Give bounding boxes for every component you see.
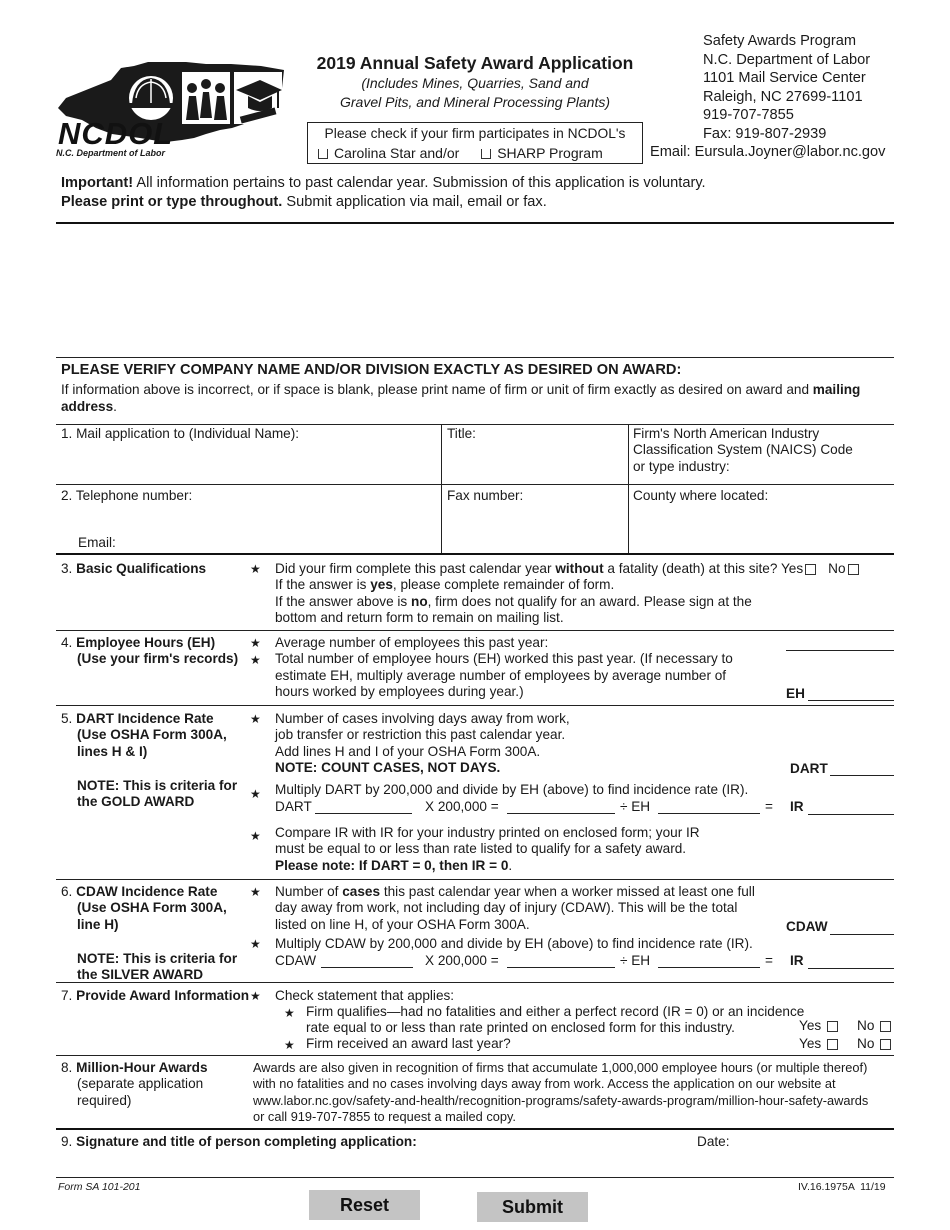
q6-a-line-2: day away from work, not including day of injury (CDAW). This will be the total bbox=[275, 900, 738, 916]
q6-block-a bbox=[275, 884, 785, 933]
formula-product-field[interactable] bbox=[507, 813, 615, 814]
ir-label: IR bbox=[790, 799, 804, 814]
q8-body bbox=[253, 1060, 893, 1126]
divider bbox=[56, 1128, 894, 1130]
q8-number: 8. bbox=[61, 1060, 73, 1075]
address-line-3: 1101 Mail Service Center bbox=[703, 70, 866, 86]
important-text: All information pertains to past calendar year. Submission of this application is voluntary. bbox=[133, 175, 706, 191]
address-line-1: Safety Awards Program bbox=[703, 33, 857, 49]
address-phone: 919-707-7855 bbox=[703, 107, 794, 123]
q5-c-line-3-end: . bbox=[508, 857, 513, 873]
no-label: No bbox=[857, 1018, 875, 1033]
divider bbox=[56, 484, 894, 485]
reset-button[interactable]: Reset bbox=[309, 1190, 420, 1220]
q8-subtitle-2: required) bbox=[77, 1092, 132, 1108]
q3-line-3c: , firm does not qualify for an award. Please sign at the bbox=[427, 593, 752, 609]
q6-note-2: the SILVER AWARD bbox=[77, 967, 204, 983]
q6-subtitle-1: (Use OSHA Form 300A, bbox=[77, 900, 227, 916]
q4-body bbox=[275, 635, 785, 701]
q8-line-4: or call 919-707-7855 to request a mailed copy. bbox=[253, 1109, 516, 1125]
dart-ir-field[interactable] bbox=[808, 814, 894, 815]
verify-text-end: . bbox=[113, 399, 117, 414]
avg-employees-field[interactable] bbox=[786, 650, 894, 651]
q8-label bbox=[61, 1060, 208, 1109]
q3-no-label: No bbox=[828, 561, 846, 576]
formula-cdaw-field[interactable] bbox=[321, 967, 413, 968]
email-label: Email: bbox=[78, 535, 116, 550]
sharp-program-label: SHARP Program bbox=[497, 145, 603, 161]
q6-label bbox=[61, 884, 227, 933]
print-text: Submit application via mail, email or fax. bbox=[282, 193, 547, 210]
important-notice bbox=[61, 174, 706, 211]
formula-divide-eh: ÷ EH bbox=[620, 953, 651, 968]
ir-label: IR bbox=[790, 953, 804, 968]
date-field[interactable] bbox=[735, 1132, 893, 1152]
q6-note bbox=[77, 951, 237, 984]
q3-label bbox=[61, 561, 206, 577]
cdaw-label: CDAW bbox=[786, 919, 828, 934]
q7-statement-1 bbox=[306, 1004, 826, 1037]
signature-field[interactable] bbox=[60, 1152, 680, 1174]
dart-field[interactable] bbox=[830, 775, 894, 776]
q5-c-line-1: Compare IR with IR for your industry printed on enclosed form; your IR bbox=[275, 825, 700, 840]
q6-a-line-3: listed on line H, of your OSHA Form 300A. bbox=[275, 916, 530, 932]
q5-note bbox=[77, 778, 237, 811]
naics-label-line-2: Classification System (NAICS) Code bbox=[633, 442, 853, 458]
q7-s1-yes bbox=[799, 1018, 840, 1034]
telephone-label: 2. Telephone number: bbox=[61, 488, 193, 503]
q3-line-1a: Did your firm complete this past calendar year bbox=[275, 561, 556, 576]
q7-s1-no bbox=[857, 1018, 893, 1034]
email-field[interactable] bbox=[125, 532, 437, 552]
q8-line-1: Awards are also given in recognition of firms that accumulate 1,000,000 employee hours (or multiple thereof) bbox=[253, 1060, 868, 1075]
star-icon: ★ bbox=[250, 937, 261, 951]
q4-title: Employee Hours (EH) bbox=[76, 635, 216, 650]
q6-a-line-1c: this past calendar year when a worker missed at least one full bbox=[380, 884, 755, 899]
divider bbox=[56, 553, 894, 555]
q5-subtitle-1: (Use OSHA Form 300A, bbox=[77, 727, 227, 743]
county-field[interactable] bbox=[632, 506, 890, 550]
q6-note-1: NOTE: This is criteria for bbox=[77, 951, 238, 966]
telephone-field[interactable] bbox=[60, 506, 438, 530]
divider bbox=[56, 1055, 894, 1056]
important-bold: Important! bbox=[61, 175, 134, 191]
q5-a-line-2: job transfer or restriction this past calendar year. bbox=[275, 727, 566, 743]
million-hour-awards-link[interactable]: www.labor.nc.gov/safety-and-health/recognition-programs/safety-awards-program/million-hour-safety-awards bbox=[253, 1092, 869, 1108]
q9-label bbox=[61, 1134, 417, 1150]
divider bbox=[56, 705, 894, 706]
and-or-label: and/or bbox=[419, 145, 460, 161]
q4-line-3: estimate EH, multiply average number of employees by average number of bbox=[275, 667, 727, 683]
yes-label: Yes bbox=[799, 1036, 822, 1051]
q6-a-line-1a: Number of bbox=[275, 884, 343, 899]
formula-eh-field[interactable] bbox=[658, 813, 760, 814]
formula-dart-field[interactable] bbox=[315, 813, 412, 814]
q3-line-1b: without bbox=[555, 561, 604, 576]
q4-line-4: hours worked by employees during year.) bbox=[275, 684, 524, 700]
q5-a-line-4: NOTE: COUNT CASES, NOT DAYS. bbox=[275, 760, 501, 776]
verify-text-body: If information above is incorrect, or if space is blank, please print name of firm or unit of firm exactly as desired on award and bbox=[61, 382, 813, 397]
q5-a-line-1: Number of cases involving days away from work, bbox=[275, 711, 570, 726]
formula-product-field[interactable] bbox=[507, 967, 615, 968]
star-icon: ★ bbox=[284, 1006, 295, 1020]
logo-caption: N.C. Department of Labor bbox=[56, 148, 166, 158]
page-subtitle-2: Gravel Pits, and Mineral Processing Plants) bbox=[340, 94, 610, 110]
formula-multiplier: X 200,000 = bbox=[425, 799, 499, 814]
verify-text-bold: mailing address bbox=[61, 382, 861, 414]
carolina-star-checkbox[interactable] bbox=[318, 149, 328, 159]
q7-s2-yes bbox=[799, 1036, 840, 1052]
q5-note-1: NOTE: This is criteria for bbox=[77, 778, 238, 793]
q7-s2-yes-checkbox[interactable] bbox=[827, 1039, 838, 1050]
divider bbox=[56, 982, 894, 983]
q3-yes-checkbox[interactable] bbox=[805, 564, 816, 575]
q9-title: Signature and title of person completing application: bbox=[76, 1134, 417, 1149]
q3-line-2b: yes bbox=[370, 577, 393, 593]
q7-s2-no-checkbox[interactable] bbox=[880, 1039, 891, 1050]
divider bbox=[441, 424, 442, 553]
verify-text bbox=[61, 381, 893, 415]
cdaw-field[interactable] bbox=[830, 934, 894, 935]
naics-field[interactable] bbox=[740, 460, 890, 482]
q5-note-2: the GOLD AWARD bbox=[77, 794, 195, 810]
ncdol-logo bbox=[56, 58, 288, 160]
mail-to-label: 1. Mail application to (Individual Name): bbox=[61, 426, 300, 441]
star-icon: ★ bbox=[250, 712, 261, 726]
divider bbox=[56, 1177, 894, 1178]
q3-line-4: bottom and return form to remain on mailing list. bbox=[275, 610, 564, 626]
q4-number: 4. bbox=[61, 635, 73, 650]
q5-b-line-1: Multiply DART by 200,000 and divide by EH (above) to find incidence rate (IR). bbox=[275, 782, 749, 797]
q5-c-line-3: Please note: If DART = 0, then IR = 0 bbox=[275, 857, 509, 873]
q5-a-line-3: Add lines H and I of your OSHA Form 300A. bbox=[275, 743, 541, 759]
q7-number: 7. bbox=[61, 988, 73, 1003]
address-line-2: N.C. Department of Labor bbox=[703, 51, 871, 68]
q5-block-c bbox=[275, 825, 795, 874]
q7-statement-1a: Firm qualifies—had no fatalities and either a perfect record (IR = 0) or an incidence bbox=[306, 1004, 805, 1019]
q3-line-1c: a fatality (death) at this site? bbox=[603, 561, 778, 576]
formula-dart-label: DART bbox=[275, 799, 312, 814]
q5-number: 5. bbox=[61, 711, 73, 726]
page-title: 2019 Annual Safety Award Application bbox=[316, 53, 634, 73]
q5-label bbox=[61, 711, 227, 760]
q3-line-2a: If the answer is bbox=[275, 577, 371, 593]
q6-b-line-2 bbox=[275, 953, 795, 971]
logo-wordmark: NCDOL bbox=[58, 116, 174, 151]
q5-title: DART Incidence Rate bbox=[76, 711, 214, 726]
divider bbox=[56, 424, 894, 425]
q5-subtitle-2: lines H & I) bbox=[77, 743, 148, 759]
company-name-area[interactable] bbox=[56, 226, 894, 354]
q5-b-line-2 bbox=[275, 799, 795, 817]
form-id: Form SA 101-201 bbox=[58, 1181, 141, 1193]
title-field[interactable] bbox=[446, 444, 624, 482]
formula-equals: = bbox=[765, 799, 773, 814]
q3-number: 3. bbox=[61, 561, 73, 576]
q7-s1-yes-checkbox[interactable] bbox=[827, 1021, 838, 1032]
eh-field[interactable] bbox=[808, 700, 894, 701]
naics-label-line-1: Firm's North American Industry bbox=[633, 426, 820, 441]
q3-line-2c: , please complete remainder of form. bbox=[392, 577, 615, 593]
yes-label: Yes bbox=[799, 1018, 822, 1033]
title-label: Title: bbox=[447, 426, 476, 441]
star-icon: ★ bbox=[250, 787, 261, 801]
formula-equals: = bbox=[765, 953, 773, 968]
q3-line-3b: no bbox=[411, 593, 428, 609]
q7-intro: Check statement that applies: bbox=[275, 988, 455, 1003]
q7-title: Provide Award Information bbox=[76, 988, 250, 1003]
mail-to-field[interactable] bbox=[60, 444, 438, 482]
star-icon: ★ bbox=[250, 562, 261, 576]
q5-c-line-2: must be equal to or less than rate listed to qualify for a safety award. bbox=[275, 841, 687, 857]
program-question: Please check if your firm participates in NCDOL's bbox=[324, 126, 626, 141]
address-fax: Fax: 919-807-2939 bbox=[703, 125, 827, 142]
carolina-star-label: Carolina Star bbox=[334, 145, 416, 161]
q7-s1-no-checkbox[interactable] bbox=[880, 1021, 891, 1032]
eh-label: EH bbox=[786, 686, 805, 701]
q3-body bbox=[275, 561, 895, 627]
q8-subtitle-1: (separate application bbox=[77, 1076, 204, 1092]
address-email: Email: Eursula.Joyner@labor.nc.gov bbox=[650, 144, 886, 160]
q4-line-1: Average number of employees this past year: bbox=[275, 635, 549, 650]
star-icon: ★ bbox=[250, 829, 261, 843]
date-label: Date: bbox=[697, 1134, 730, 1149]
q9-number: 9. bbox=[61, 1134, 73, 1149]
address-line-4: Raleigh, NC 27699-1101 bbox=[703, 88, 863, 105]
cdaw-ir-field[interactable] bbox=[808, 968, 894, 969]
county-label: County where located: bbox=[633, 488, 769, 503]
fax-label: Fax number: bbox=[447, 488, 524, 503]
q8-line-2: with no fatalities and no cases involving days away from work. Access the application on our website at bbox=[253, 1076, 836, 1092]
divider bbox=[56, 879, 894, 880]
q4-label bbox=[61, 635, 238, 668]
formula-eh-field[interactable] bbox=[658, 967, 760, 968]
program-participation-box bbox=[307, 122, 643, 164]
q3-line-3a: If the answer above is bbox=[275, 593, 412, 609]
q6-number: 6. bbox=[61, 884, 73, 899]
q6-title: CDAW Incidence Rate bbox=[76, 884, 218, 899]
submit-button[interactable]: Submit bbox=[477, 1192, 588, 1222]
star-icon: ★ bbox=[250, 885, 261, 899]
q4-line-2: Total number of employee hours (EH) worked this past year. (If necessary to bbox=[275, 651, 733, 667]
divider bbox=[56, 630, 894, 631]
q7-statement-1b: rate equal to or less than rate printed on enclosed form for this industry. bbox=[306, 1020, 735, 1036]
q3-title: Basic Qualifications bbox=[76, 561, 207, 576]
q7-s2-no bbox=[857, 1036, 893, 1052]
naics-label-line-3: or type industry: bbox=[633, 458, 730, 474]
form-code: IV.16.1975A 11/19 bbox=[798, 1181, 886, 1193]
print-bold: Please print or type throughout. bbox=[61, 193, 283, 210]
q7-label bbox=[61, 988, 249, 1004]
divider bbox=[628, 424, 629, 553]
fax-field[interactable] bbox=[446, 506, 624, 550]
divider bbox=[56, 357, 894, 358]
q5-block-a bbox=[275, 711, 775, 777]
sharp-program-checkbox[interactable] bbox=[481, 149, 491, 159]
mailing-address bbox=[650, 32, 940, 162]
q6-subtitle-2: line H) bbox=[77, 916, 119, 932]
q3-yes-label: Yes bbox=[780, 561, 804, 576]
dart-label: DART bbox=[790, 761, 828, 776]
q3-no-checkbox[interactable] bbox=[848, 564, 859, 575]
q8-title: Million-Hour Awards bbox=[76, 1060, 208, 1075]
no-label: No bbox=[857, 1036, 875, 1051]
formula-multiplier: X 200,000 = bbox=[425, 953, 499, 968]
star-icon: ★ bbox=[284, 1038, 295, 1052]
star-icon: ★ bbox=[250, 636, 261, 650]
q4-subtitle: (Use your firm's records) bbox=[77, 651, 239, 667]
q7-statement-2: Firm received an award last year? bbox=[306, 1036, 511, 1051]
verify-heading: PLEASE VERIFY COMPANY NAME AND/OR DIVISION EXACTLY AS DESIRED ON AWARD: bbox=[61, 362, 682, 378]
formula-cdaw-label: CDAW bbox=[275, 953, 317, 968]
star-icon: ★ bbox=[250, 653, 261, 667]
q6-b-line-1: Multiply CDAW by 200,000 and divide by EH (above) to find incidence rate (IR). bbox=[275, 936, 753, 951]
page-subtitle-1: (Includes Mines, Quarries, Sand and bbox=[361, 75, 589, 91]
divider bbox=[56, 222, 894, 224]
q6-a-line-1b: cases bbox=[342, 884, 381, 899]
star-icon: ★ bbox=[250, 989, 261, 1003]
formula-divide-eh: ÷ EH bbox=[620, 799, 651, 814]
program-options bbox=[316, 145, 603, 161]
